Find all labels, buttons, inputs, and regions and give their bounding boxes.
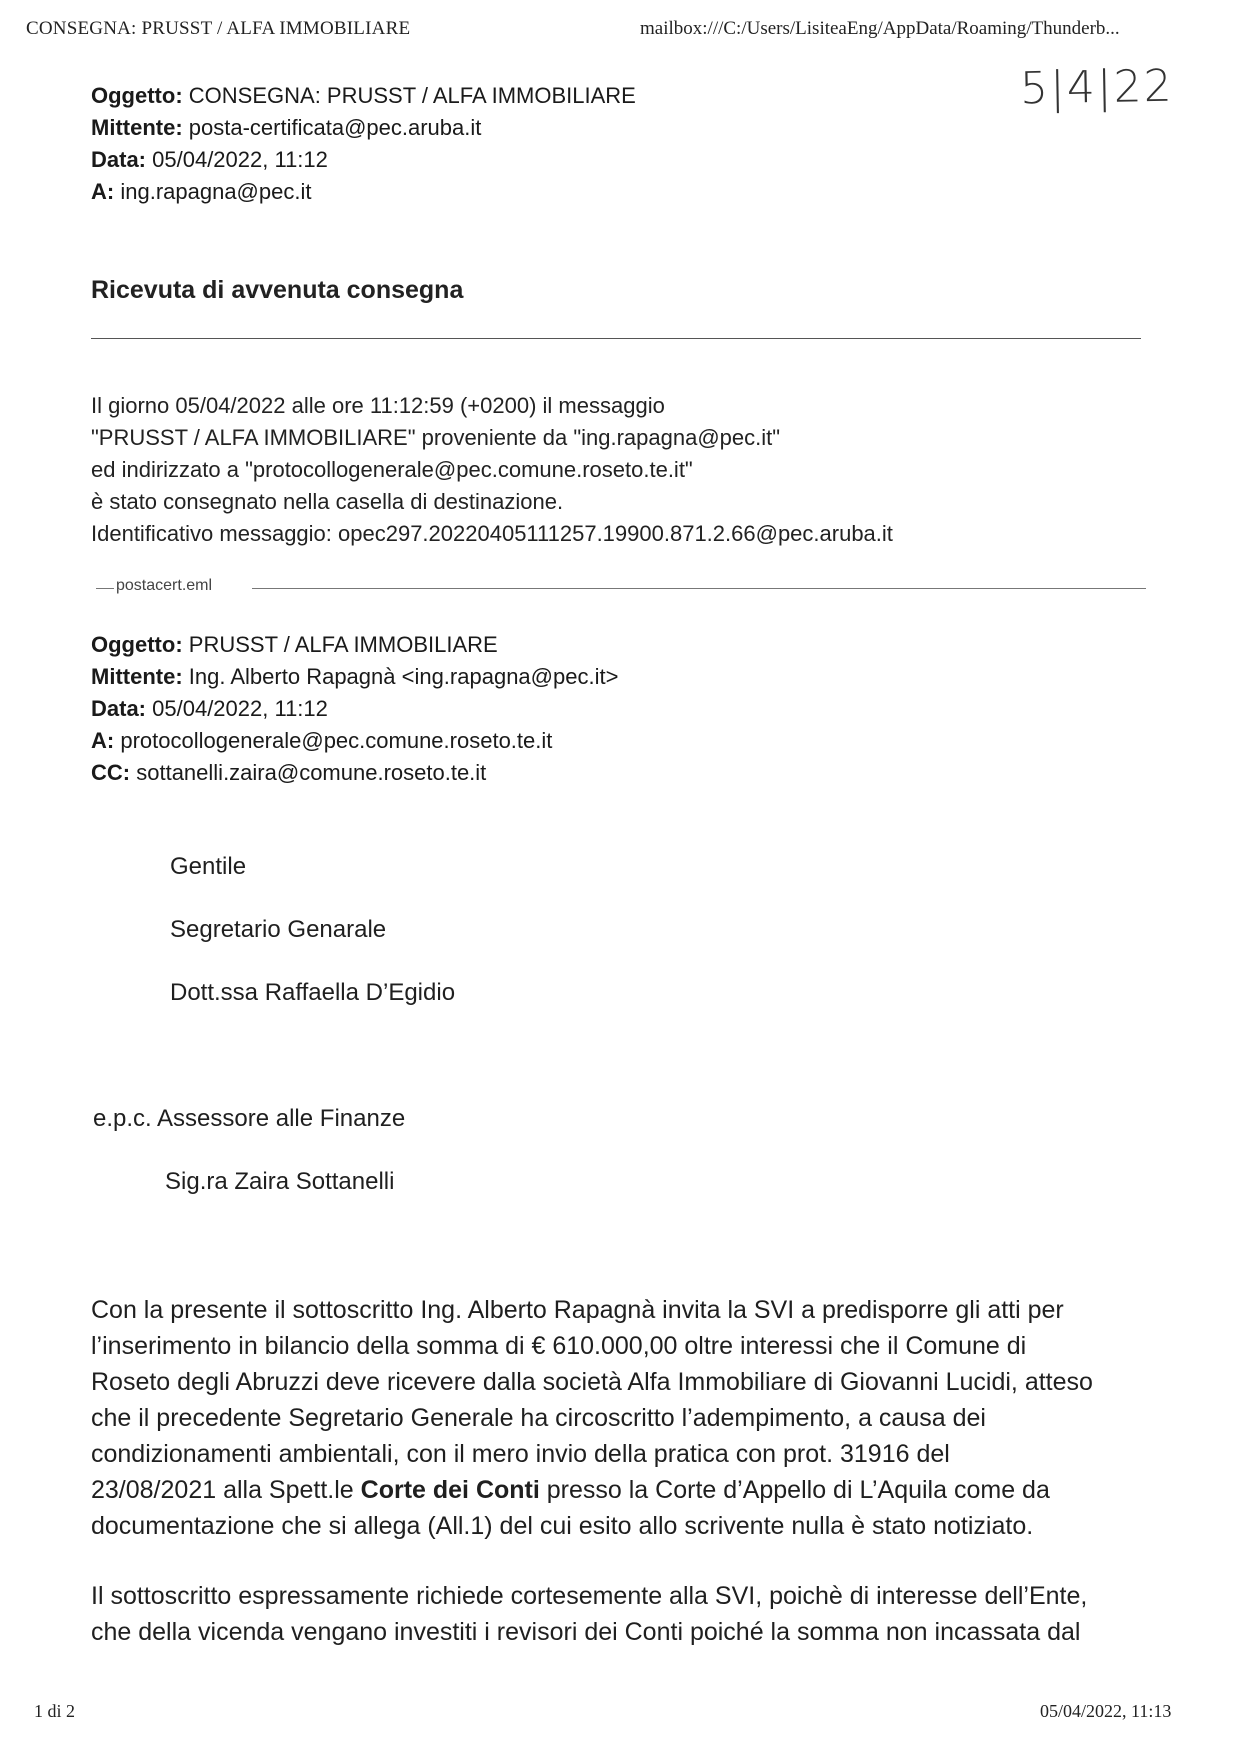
message-date-line bbox=[91, 693, 328, 725]
paragraph-line-text: presso la Corte d’Appello di L’Aquila come da bbox=[539, 1476, 1050, 1504]
receipt-to-value: ing.rapagna@pec.it bbox=[120, 179, 312, 204]
receipt-text-line: è stato consegnato nella casella di destinazione. bbox=[91, 489, 564, 514]
salutation-name: Dott.ssa Raffaella D’Egidio bbox=[170, 979, 456, 1006]
receipt-sender-line bbox=[91, 112, 481, 144]
corte-dei-conti-emphasis: Corte dei Conti bbox=[360, 1476, 540, 1504]
receipt-sender-label: Mittente: bbox=[91, 115, 183, 140]
paragraph-line: l’inserimento in bilancio della somma di € 610.000,00 oltre interessi che il Comune di bbox=[91, 1332, 1027, 1360]
paragraph-line-text: 23/08/2021 alla Spett.le bbox=[91, 1476, 361, 1504]
message-subject-label: Oggetto: bbox=[91, 632, 183, 657]
body-paragraph-1 bbox=[91, 1292, 1151, 1544]
message-sender-label: Mittente: bbox=[91, 664, 183, 689]
receipt-subject-label: Oggetto: bbox=[91, 83, 183, 108]
paragraph-line: condizionamenti ambientali, con il mero invio della pratica con prot. 31916 del bbox=[91, 1440, 950, 1468]
paragraph-line: che della vicenda vengano investiti i revisori dei Conti poiché la somma non incassata dal bbox=[91, 1618, 1081, 1646]
paragraph-line bbox=[91, 1472, 1151, 1508]
receipt-text-line: Il giorno 05/04/2022 alle ore 11:12:59 (+0200) il messaggio bbox=[91, 393, 665, 418]
attachment-label[interactable]: postacert.eml bbox=[116, 577, 213, 594]
receipt-to-label: A: bbox=[91, 179, 115, 204]
receipt-subject-value: CONSEGNA: PRUSST / ALFA IMMOBILIARE bbox=[188, 83, 636, 108]
paragraph-line: Il sottoscritto espressamente richiede cortesemente alla SVI, poichè di interesse dell’Ente, bbox=[91, 1582, 1088, 1610]
receipt-date-label: Data: bbox=[91, 147, 147, 172]
message-cc-line bbox=[91, 757, 486, 789]
paragraph-line: documentazione che si allega (All.1) del cui esito allo scrivente nulla è stato notiziato. bbox=[91, 1512, 1034, 1540]
receipt-to-line bbox=[91, 176, 311, 208]
receipt-text-line: "PRUSST / ALFA IMMOBILIARE" proveniente da "ing.rapagna@pec.it" bbox=[91, 425, 781, 450]
handwritten-date: 5|4|22 bbox=[1019, 60, 1175, 115]
salutation-greeting: Gentile bbox=[170, 853, 247, 880]
salutation-role: Segretario Genarale bbox=[170, 916, 387, 943]
message-id-line: Identificativo messaggio: opec297.20220405111257.19900.871.2.66@pec.aruba.it bbox=[91, 521, 893, 546]
message-subject-line bbox=[91, 629, 498, 661]
message-date-value: 05/04/2022, 11:12 bbox=[152, 696, 328, 721]
message-cc-value: sottanelli.zaira@comune.roseto.te.it bbox=[136, 760, 487, 785]
cc-recipient-name: Sig.ra Zaira Sottanelli bbox=[165, 1168, 395, 1195]
cc-recipient-role: e.p.c. Assessore alle Finanze bbox=[93, 1105, 406, 1132]
print-header-title: CONSEGNA: PRUSST / ALFA IMMOBILIARE bbox=[26, 18, 411, 39]
message-to-label: A: bbox=[91, 728, 115, 753]
message-sender-line bbox=[91, 661, 618, 693]
body-paragraph-2 bbox=[91, 1578, 1151, 1650]
paragraph-line: Con la presente il sottoscritto Ing. Alberto Rapagnà invita la SVI a predisporre gli atti per bbox=[91, 1296, 1064, 1324]
section-title: Ricevuta di avvenuta consegna bbox=[91, 276, 464, 304]
message-sender-value: Ing. Alberto Rapagnà <ing.rapagna@pec.it> bbox=[188, 664, 619, 689]
message-subject-value: PRUSST / ALFA IMMOBILIARE bbox=[188, 632, 498, 657]
print-header-url: mailbox:///C:/Users/LisiteaEng/AppData/Roaming/Thunderb... bbox=[640, 18, 1120, 39]
paragraph-line: Roseto degli Abruzzi deve ricevere dalla società Alfa Immobiliare di Giovanni Lucidi, atteso bbox=[91, 1368, 1093, 1396]
receipt-text bbox=[91, 390, 893, 550]
receipt-subject-line bbox=[91, 80, 636, 112]
attachment-rule-right bbox=[252, 588, 1146, 589]
message-to-value: protocollogenerale@pec.comune.roseto.te.it bbox=[120, 728, 553, 753]
page-number: 1 di 2 bbox=[34, 1701, 76, 1721]
print-timestamp: 05/04/2022, 11:13 bbox=[1040, 1701, 1172, 1721]
message-cc-label: CC: bbox=[91, 760, 131, 785]
paragraph-line: che il precedente Segretario Generale ha circoscritto l’adempimento, a causa dei bbox=[91, 1404, 986, 1432]
message-to-line bbox=[91, 725, 552, 757]
attachment-rule-left bbox=[96, 588, 114, 589]
message-date-label: Data: bbox=[91, 696, 147, 721]
section-divider bbox=[91, 338, 1141, 339]
receipt-date-value: 05/04/2022, 11:12 bbox=[152, 147, 328, 172]
receipt-date-line bbox=[91, 144, 328, 176]
receipt-sender-value: posta-certificata@pec.aruba.it bbox=[188, 115, 482, 140]
attachment-separator bbox=[96, 575, 1146, 605]
receipt-text-line: ed indirizzato a "protocollogenerale@pec.comune.roseto.te.it" bbox=[91, 457, 693, 482]
